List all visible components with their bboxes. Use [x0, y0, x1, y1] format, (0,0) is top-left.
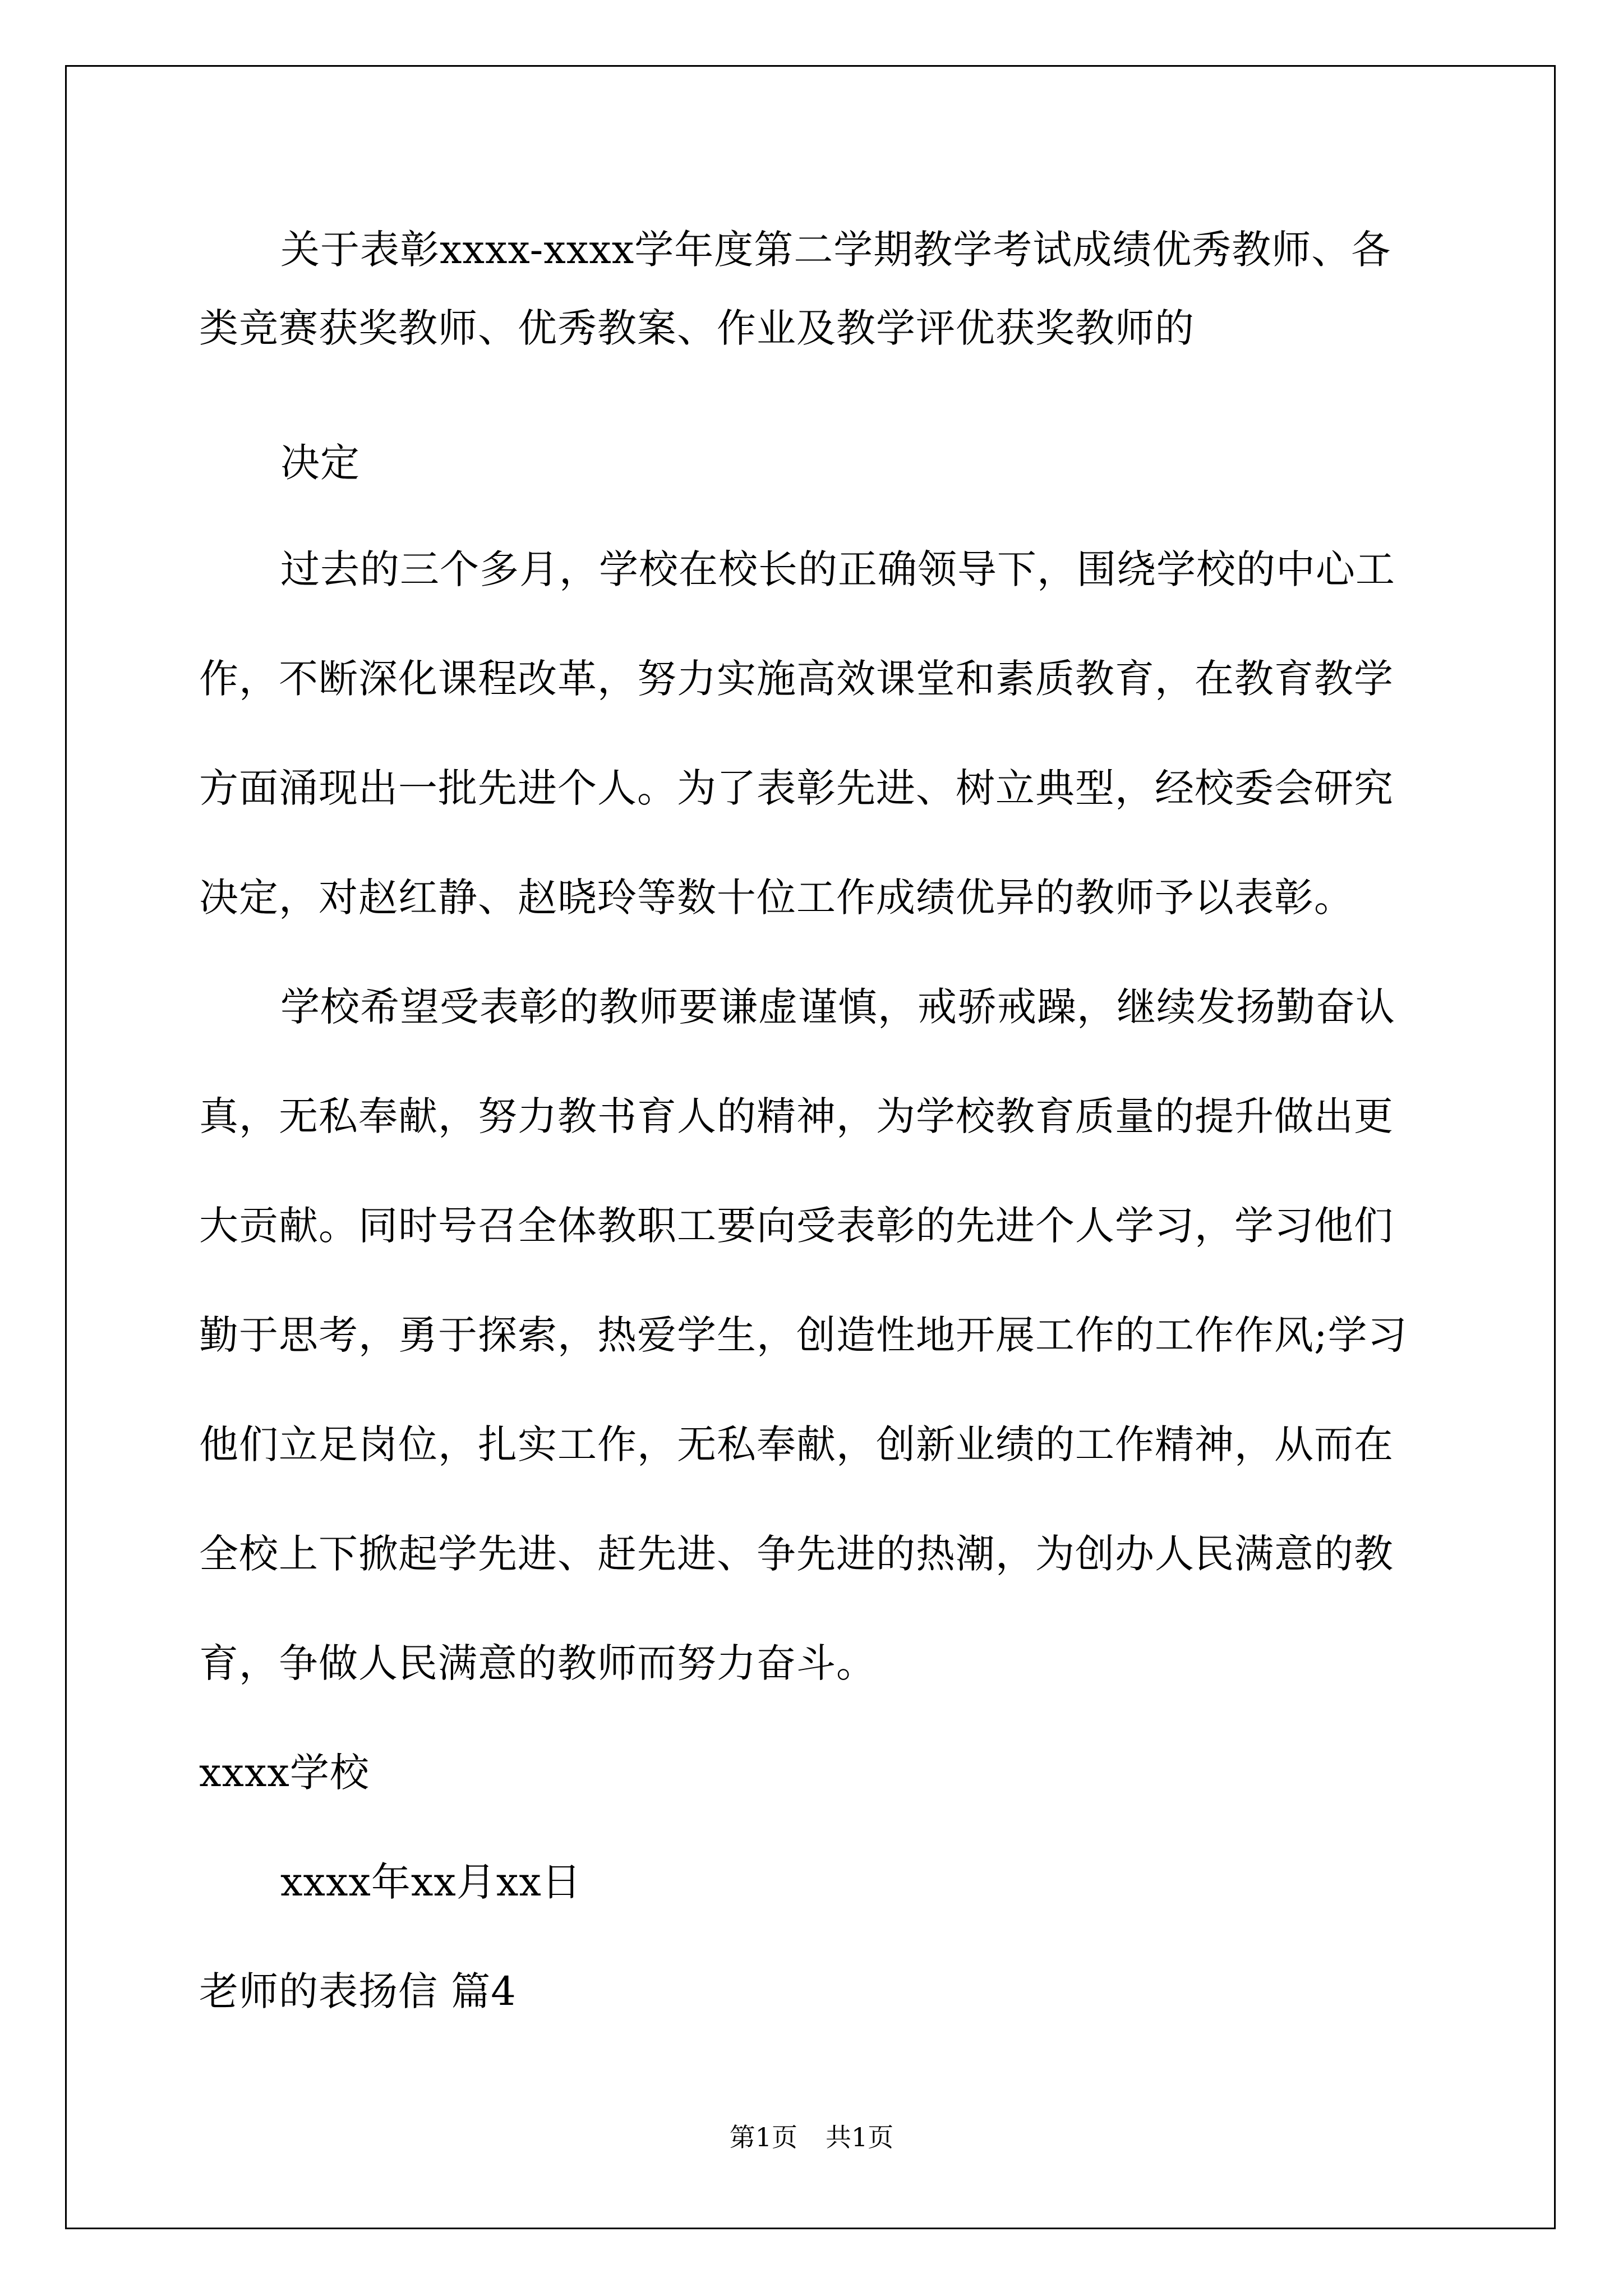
next-section-heading: 老师的表扬信 篇4 [199, 1968, 517, 2014]
paragraph-2-line-5: 他们立足岗位，扎实工作，无私奉献，创新业绩的工作精神，从而在 [199, 1421, 1394, 1467]
title-line-1: 关于表彰xxxx-xxxx学年度第二学期教学考试成绩优秀教师、各 [280, 227, 1391, 273]
signature-date: xxxx年xx月xx日 [280, 1859, 582, 1905]
page-footer [0, 2120, 1623, 2154]
paragraph-1-line-2: 作，不断深化课程改革，努力实施高效课堂和素质教育，在教育教学 [199, 656, 1394, 702]
paragraph-2-line-1: 学校希望受表彰的教师要谦虚谨慎，戒骄戒躁，继续发扬勤奋认 [280, 984, 1395, 1030]
paragraph-2-line-6: 全校上下掀起学先进、赶先进、争先进的热潮，为创办人民满意的教 [199, 1531, 1394, 1577]
paragraph-1-line-1: 过去的三个多月，学校在校长的正确领导下，围绕学校的中心工 [280, 546, 1395, 592]
page-total: 共1页 [826, 2122, 894, 2152]
paragraph-2-line-2: 真，无私奉献，努力教书育人的精神，为学校教育质量的提升做出更 [199, 1093, 1394, 1139]
signature-school: xxxx学校 [199, 1750, 370, 1796]
paragraph-1-line-4: 决定，对赵红静、赵晓玲等数十位工作成绩优异的教师予以表彰。 [199, 875, 1354, 921]
title-line-3: 决定 [280, 440, 360, 486]
paragraph-2-line-3: 大贡献。同时号召全体教职工要向受表彰的先进个人学习，学习他们 [199, 1203, 1394, 1249]
page-number: 第1页 [729, 2122, 797, 2152]
paragraph-2-line-7: 育，争做人民满意的教师而努力奋斗。 [199, 1640, 876, 1686]
paragraph-1-line-3: 方面涌现出一批先进个人。为了表彰先进、树立典型，经校委会研究 [199, 765, 1394, 811]
paragraph-2-line-4: 勤于思考，勇于探索，热爱学生，创造性地开展工作的工作作风;学习 [199, 1312, 1408, 1358]
title-line-2: 类竞赛获奖教师、优秀教案、作业及教学评优获奖教师的 [199, 305, 1195, 351]
